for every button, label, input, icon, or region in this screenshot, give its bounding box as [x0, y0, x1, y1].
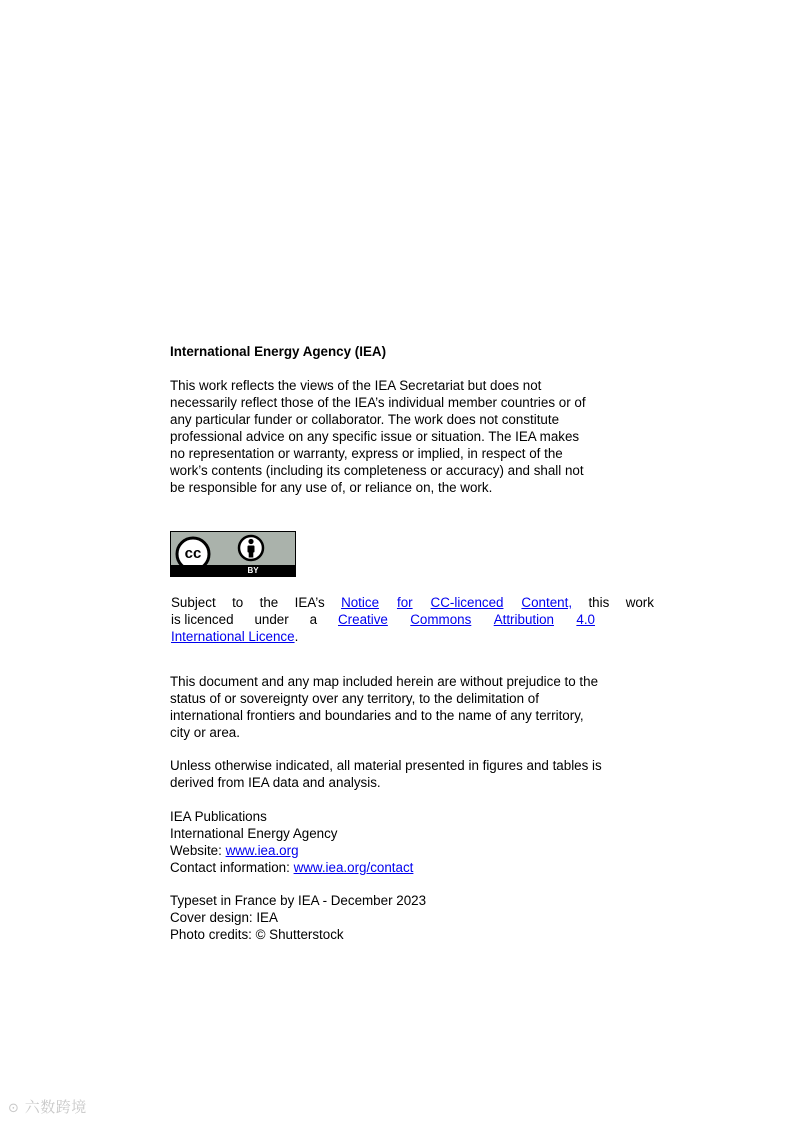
link-word: Notice — [341, 595, 380, 610]
contact-link[interactable]: www.iea.org/contact — [293, 860, 414, 875]
disclaimer-line: no representation or warranty, express or implied, in respect of the — [170, 446, 563, 461]
website-label: Website: — [170, 843, 226, 858]
disclaimer-line: necessarily reflect those of the IEA’s individual member countries or of — [170, 395, 586, 410]
cc-by-badge — [170, 531, 296, 577]
publications-block — [170, 808, 413, 876]
cc-letters: cc — [184, 545, 202, 562]
document-heading: International Energy Agency (IEA) — [170, 344, 387, 359]
badge-strip — [171, 565, 295, 576]
material-line: Unless otherwise indicated, all material presented in figures and tables is — [170, 758, 602, 773]
prejudice-line: status of or sovereignty over any territory, to the delimitation of — [170, 691, 539, 706]
licence-word: Subject — [171, 595, 216, 610]
notice-cc-content-link[interactable] — [341, 594, 572, 611]
link-word: Attribution — [493, 612, 554, 627]
website-line — [170, 842, 413, 859]
watermark-text: 六数跨境 — [24, 1098, 87, 1116]
licence-word: this — [588, 595, 610, 610]
link-word: for — [396, 595, 413, 610]
disclaimer-paragraph — [170, 377, 586, 496]
cover-design-line: Cover design: IEA — [170, 910, 278, 925]
prejudice-line: city or area. — [170, 725, 240, 740]
licence-period: . — [294, 629, 299, 644]
licence-word: under — [254, 612, 289, 627]
link-word: 4.0 — [576, 612, 595, 627]
website-link[interactable]: www.iea.org — [225, 843, 299, 858]
link-word: CC-licenced — [430, 595, 504, 610]
licence-word: is licenced — [171, 612, 234, 627]
credits-block — [170, 892, 426, 943]
licence-word: IEA’s — [294, 595, 325, 610]
licence-line — [171, 594, 654, 611]
contact-line — [170, 859, 413, 876]
link-word: Commons — [410, 612, 472, 627]
link-word: Content, — [521, 595, 573, 610]
publications-name: IEA Publications — [170, 809, 267, 824]
link-word: Creative — [338, 612, 388, 627]
watermark — [8, 1096, 87, 1117]
prejudice-paragraph — [170, 673, 598, 741]
by-label: BY — [247, 566, 259, 575]
licence-word: the — [259, 595, 279, 610]
disclaimer-line: professional advice on any specific issue or situation. The IEA makes — [170, 429, 580, 444]
licence-word: a — [309, 612, 318, 627]
material-line: derived from IEA data and analysis. — [170, 775, 381, 790]
disclaimer-line: This work reflects the views of the IEA Secretariat but does not — [170, 378, 542, 393]
prejudice-line: international frontiers and boundaries and to the name of any territory, — [170, 708, 584, 723]
contact-label: Contact information: — [170, 860, 294, 875]
photo-credits-line: Photo credits: © Shutterstock — [170, 927, 344, 942]
creative-commons-link[interactable] — [338, 611, 595, 628]
licence-word: to — [232, 595, 244, 610]
international-licence-link[interactable]: International Licence — [171, 629, 295, 644]
material-paragraph — [170, 757, 602, 791]
prejudice-line: This document and any map included herein are without prejudice to the — [170, 674, 599, 689]
licence-paragraph — [171, 594, 654, 645]
typeset-line: Typeset in France by IEA - December 2023 — [170, 893, 427, 908]
licence-word: work — [625, 595, 654, 610]
disclaimer-line: be responsible for any use of, or reliance on, the work. — [170, 480, 493, 495]
licence-line — [171, 628, 654, 645]
disclaimer-line: any particular funder or collaborator. The work does not constitute — [170, 412, 560, 427]
disclaimer-line: work’s contents (including its completeness or accuracy) and shall not — [170, 463, 584, 478]
watermark-logo-icon: ⊙ — [8, 1101, 20, 1116]
licence-line — [171, 611, 595, 628]
agency-name: International Energy Agency — [170, 826, 338, 841]
